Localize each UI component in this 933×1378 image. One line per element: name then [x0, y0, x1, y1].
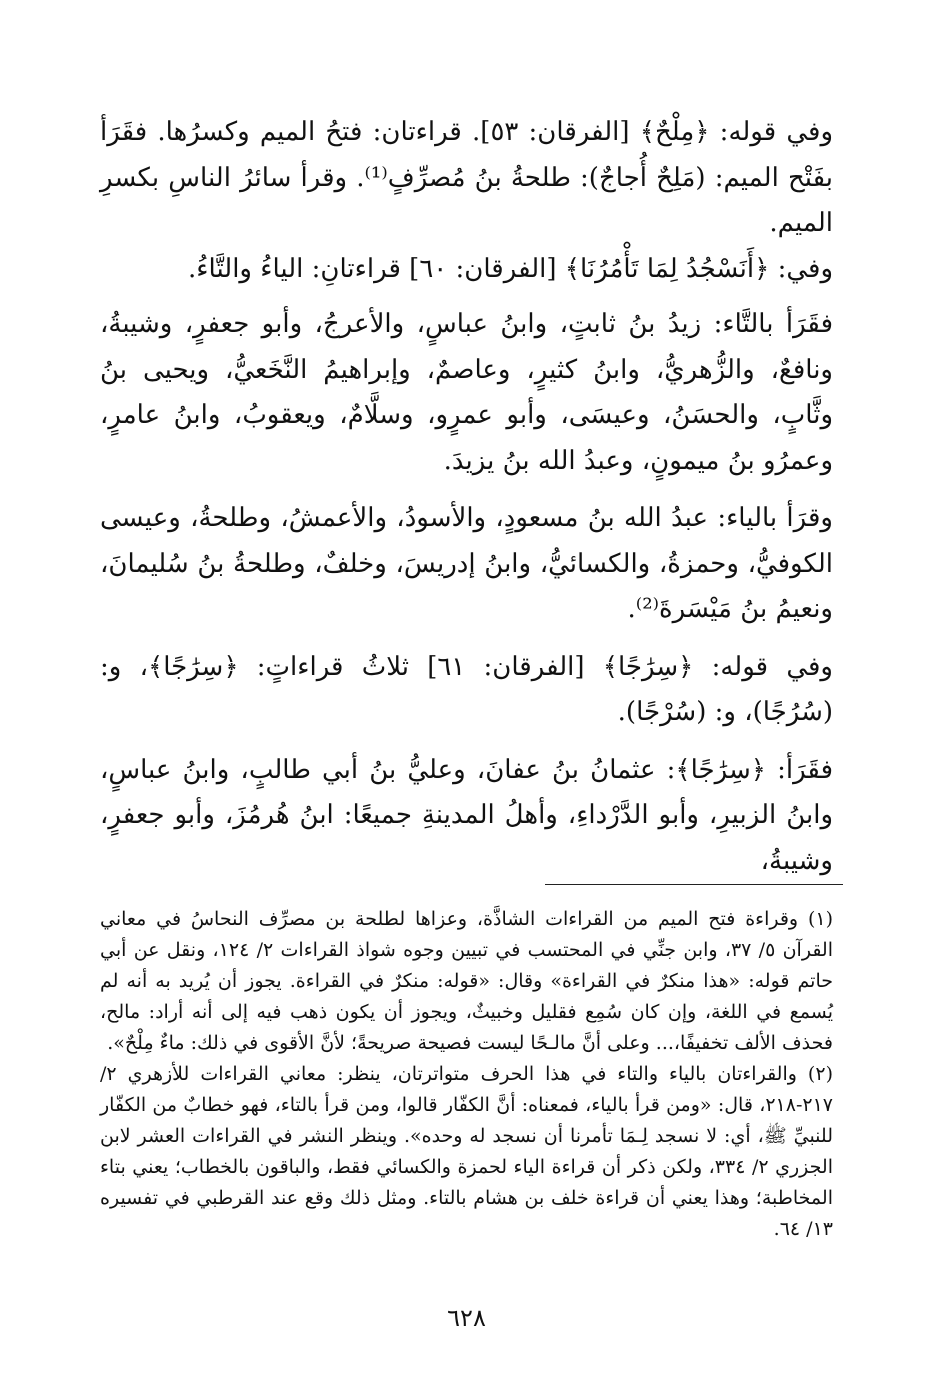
- page-number: ٦٢٨: [447, 1304, 486, 1332]
- main-text: [100, 110, 833, 896]
- paragraph-1: وفي قوله: ﴿مِلْحٌ﴾ [الفرقان: ٥٣]. قراءتان: فتحُ الميم وكسرُها. فقَرَأ بفَتْح الميم: (مَلِحٌ أُجاجٌ): طلحةُ بنُ مُصرِّفٍ⁽¹⁾. وقرأ سائرُ الناسِ بكسرِ الميم.: [100, 117, 833, 238]
- paragraph-5: وفي قوله: ﴿سِرَٰجًا﴾ [الفرقان: ٦١] ثلاثُ قراءاتٍ: ﴿سِرَٰجًا﴾، و: (سُرُجًا)، و: (سُرْجًا).: [100, 651, 833, 727]
- paragraph-6: فقَرَأ: ﴿سِرَٰجًا﴾: عثمانُ بنُ عفانَ، وعليُّ بنُ أبي طالبٍ، وابنُ عباسٍ، وابنُ الزبيرِ، وأبو الدَّرْداءِ، وأهلُ المدينةِ جميعًا: ابنُ هُرمُزَ، وأبو جعفرٍ، وشيبةُ،: [100, 754, 833, 876]
- footnote-1: (١) وقراءة فتح الميم من القراءات الشاذَّة، وعزاها لطلحة بن مصرِّف النحاسُ في معاني القرآن ٥/ ٣٧، وابن جنِّي في المحتسب في تبيين وجوه شواذ القراءات ٢/ ١٢٤، ونقل عن أبي حاتم قوله: «هذا منكرٌ في القراءة» وقال: «قوله: منكرٌ في القراءة. يجوز أن يُريد به أنه لم يُسمع في اللغة، وإن كان سُمِع فقليل وخبيثٌ، ويجوز أن يكون ذهب فيه إلى أنه أراد: مالح، فحذف الألف تخفيفًا،... وعلى أنَّ مالـحًا ليست فصيحة صريحةً؛ لأنَّ الأقوى في ذلك: ماءٌ مِلْحٌ».: [100, 908, 834, 1054]
- paragraph-2: وفي: ﴿أَنَسْجُدُ لِمَا تَأْمُرُنَا﴾ [الفرقان: ٦٠] قراءتانِ: الياءُ والتَّاءُ.: [188, 253, 833, 284]
- footnotes: [100, 904, 833, 1245]
- paragraph-4: وقرَأ بالياء: عبدُ الله بنُ مسعودٍ، والأسودُ، والأعمشُ، وطلحةُ، وعيسى الكوفيُّ، وحمزةُ، والكسائيُّ، وابنُ إدريسَ، وخلفٌ، وطلحةُ بنُ سُليمانَ، ونعيمُ بنُ مَيْسَرةَ⁽²⁾.: [100, 503, 833, 624]
- footnote-divider: [545, 884, 843, 885]
- paragraph-3: فقَرَأ بالتَّاء: زيدُ بنُ ثابتٍ، وابنُ عباسٍ، والأعرجُ، وأبو جعفرٍ، وشيبةُ، ونافعٌ، والزُّهريُّ، وابنُ كثيرٍ، وعاصمٌ، وإبراهيمُ النَّخَعيُّ، ويحيى بنُ وثَّابٍ، والحسَنُ، وعيسَى، وأبو عمرٍو، وسلَّامٌ، ويعقوبُ، وابنُ عامرٍ، وعمرُو بنُ ميمونٍ، وعبدُ الله بنُ يزيدَ.: [100, 309, 833, 476]
- footnote-2: (٢) والقراءتان بالياء والتاء في هذا الحرف متواترتان، ينظر: معاني القراءات للأزهري ٢/ ٢١٧-٢١٨، قال: «ومن قرأ بالياء، فمعناه: أنَّ الكفّار قالوا، ومن قرأ بالتاء، فهو خطابٌ من الكفّار للنبيِّ ﷺ، أي: لا نسجد لِـمَا تأمرنا أن نسجد له وحده». وينظر النشر في القراءات العشر لابن الجزري ٢/ ٣٣٤، ولكن ذكر أن قراءة الياء لحمزة والكسائي فقط، والباقون بالخطاب؛ يعني بتاء المخاطبة؛ وهذا يعني أن قراءة خلف بن هشام بالتاء. ومثل ذلك وقع عند القرطبي في تفسيره ١٣/ ٦٤.: [100, 1063, 833, 1240]
